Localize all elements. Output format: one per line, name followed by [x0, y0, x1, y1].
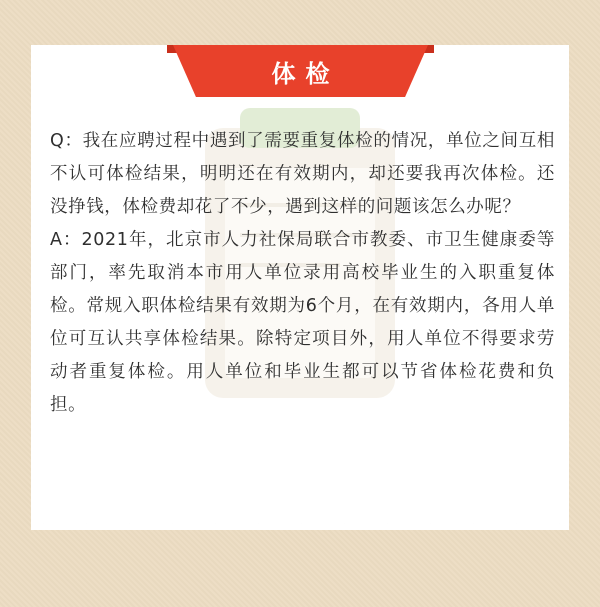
scalloped-edge	[31, 515, 569, 545]
answer-text: A：2021年，北京市人力社保局联合市教委、市卫生健康委等部门，率先取消本市用人单位录用高校毕业生的入职重复体检。常规入职体检结果有效期为6个月，在有效期内，各用人单位可互认共享体检结果。除特定项目外，用人单位不得要求劳动者重复体检。用人单位和毕业生都可以节省体检花费和负担。	[50, 230, 555, 415]
qa-content	[50, 125, 555, 422]
section-title: 体检	[271, 59, 340, 88]
question-text: Q：我在应聘过程中遇到了需要重复体检的情况，单位之间互相不认可体检结果，明明还在有效期内，却还要我再次体检。还没挣钱，体检费却花了不少，遇到这样的问题该怎么办呢？	[50, 131, 555, 217]
